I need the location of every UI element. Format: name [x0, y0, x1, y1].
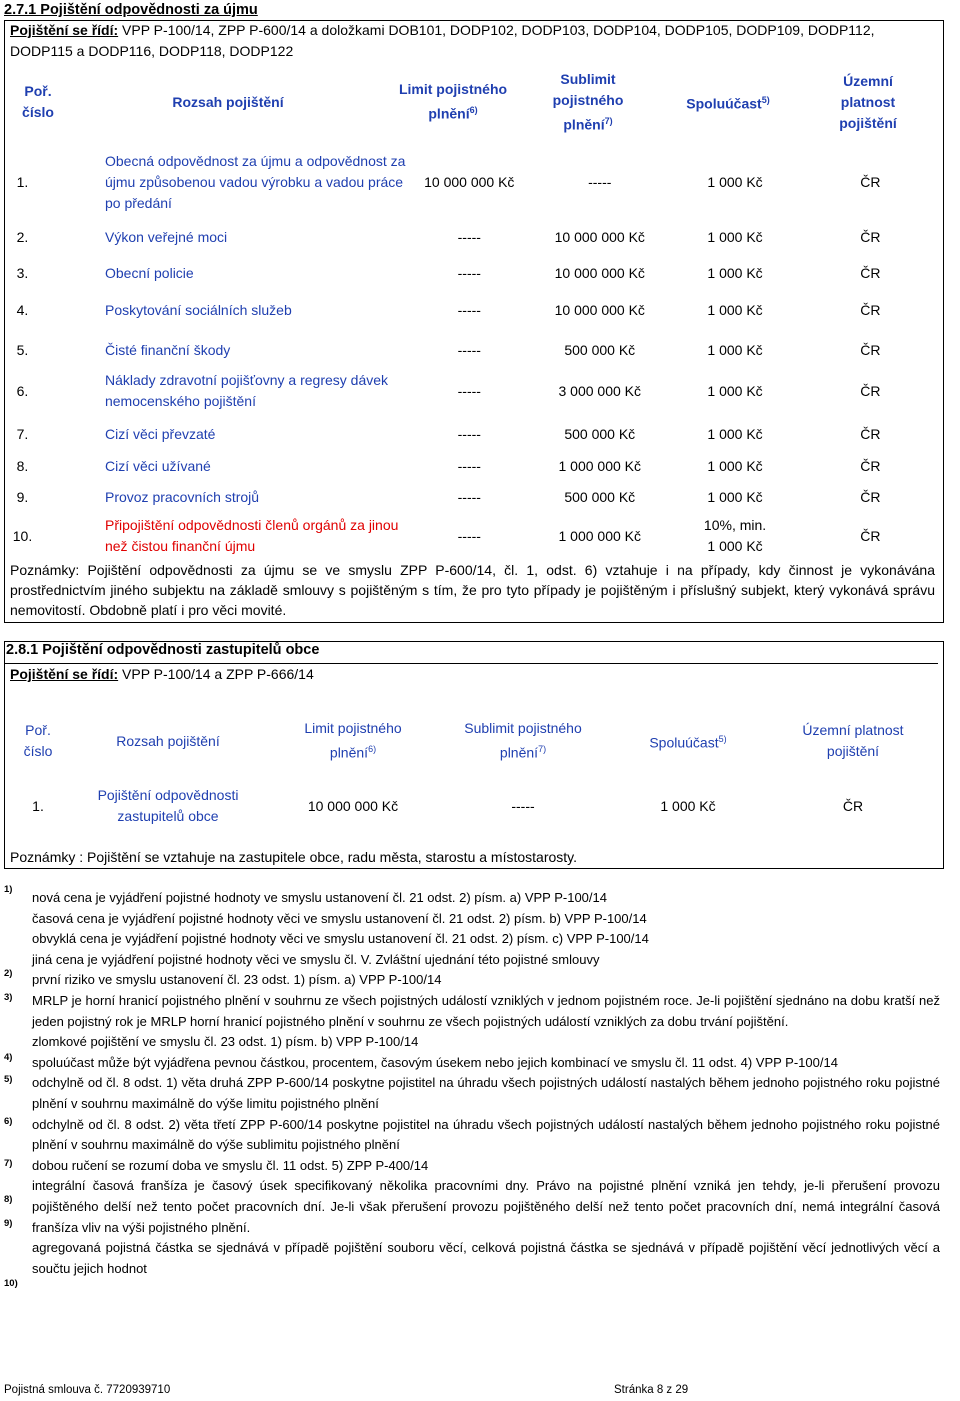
footnote-marker: 6) [4, 1116, 13, 1127]
table-row [8, 776, 938, 836]
footnote-line: obvyklá cena je vyjádření pojistné hodnoty věci ve smyslu ustanovení čl. 21 odst. 2) písm. c) VPP P-100/14 [32, 931, 649, 947]
cell-sublimit: ----- [511, 798, 535, 814]
cell-territory: ČR [860, 173, 881, 190]
table-row [8, 222, 938, 252]
cell-deductible: 1 000 Kč [707, 301, 763, 318]
section2-governed-by [4, 663, 938, 685]
section2-title: 2.8.1 Pojištění odpovědnosti zastupitelů obce [6, 642, 320, 658]
table-row [8, 513, 938, 559]
cell-deductible: 1 000 Kč [707, 173, 763, 190]
cell-deductible: 1 000 Kč [707, 341, 763, 358]
cell-scope: Cizí věci užívané [104, 457, 211, 474]
cell-sublimit: 10 000 000 Kč [554, 264, 645, 281]
cell-scope: Obecná odpovědnost za újmu a odpovědnost za újmu způsobenou vadou výrobku a vadou práce po předání [104, 152, 406, 211]
cell-scope: Obecní policie [104, 264, 194, 281]
cell-scope: Náklady zdravotní pojišťovny a regresy dávek nemocenského pojištění [104, 372, 389, 409]
footnote-text [32, 888, 940, 1279]
governed-text: VPP P-100/14, ZPP P-600/14 a doložkami DOB101, DODP102, DODP103, DODP104, DODP105, DODP109, DODP112, DODP115 a DODP116, DODP118, DODP122 [10, 22, 875, 59]
deductible-line: 10%, min. [703, 517, 767, 533]
cell-no: 5. [16, 341, 29, 358]
header-deductible: Spoluúčast$^{5)}$ [649, 733, 727, 751]
cell-territory: ČR [860, 301, 881, 318]
cell-sublimit: 3 000 000 Kč [558, 382, 642, 399]
cell-sublimit: 500 000 Kč [564, 488, 636, 505]
cell-deductible: 1 000 Kč [660, 798, 716, 814]
governed-text: VPP P-100/14 a ZPP P-666/14 [118, 666, 314, 682]
cell-territory: ČR [860, 341, 881, 358]
cell-scope: Výkon veřejné moci [104, 228, 228, 245]
cell-scope: Čisté finanční škody [104, 341, 231, 358]
footer-page: Stránka 8 z 29 [614, 1384, 689, 1396]
footnote-marker: 9) [4, 1218, 13, 1229]
header-scope: Rozsah pojištění [172, 93, 284, 110]
cell-limit: ----- [457, 457, 481, 474]
cell-sublimit: 500 000 Kč [564, 425, 636, 442]
cell-sublimit: ----- [588, 173, 612, 190]
footnote-line: agregovaná pojistná částka se sjednává v případě pojištění souboru věcí, celková pojistná částka se sjednává v případě pojištění věcí jednotlivých věcí a součtu jejich hodnot [32, 1240, 940, 1276]
cell-scope: Cizí věci převzaté [104, 425, 216, 442]
footnote-line: spoluúčast může být vyjádřena pevnou částkou, procentem, časovým úsekem nebo jejich kombinací ve smyslu čl. 11 odst. 4) VPP P-100/14 [32, 1054, 838, 1070]
cell-limit: ----- [457, 488, 481, 505]
table-header [8, 706, 938, 776]
cell-no: 7. [16, 425, 29, 442]
cell-territory: ČR [860, 425, 881, 442]
cell-scope: Pojištění odpovědnosti zastupitelů obce [97, 787, 239, 824]
section2-note: Poznámky : Pojištění se vztahuje na zastupitele obce, radu města, starostu a místostarosty. [10, 849, 578, 865]
footnote-marker: 5) [4, 1074, 13, 1085]
coverage-table [8, 62, 938, 142]
cell-no: 2. [16, 228, 29, 245]
cell-sublimit: 1 000 000 Kč [558, 457, 642, 474]
section-title: 2.7.1 Pojištění odpovědnosti za újmu [4, 2, 258, 18]
cell-deductible: 1 000 Kč [707, 425, 763, 442]
cell-no: 8. [16, 457, 29, 474]
table-header [8, 62, 938, 142]
cell-scope: Připojištění odpovědnosti členů orgánů za jinou než čistou finanční újmu [104, 517, 399, 554]
header-territory: Územní platnost pojištění [839, 72, 897, 131]
cell-sublimit: 10 000 000 Kč [554, 228, 645, 245]
cell-no: 6. [16, 382, 29, 399]
footnote-marker: 1) [4, 884, 13, 895]
cell-territory: ČR [860, 264, 881, 281]
footnote-line: zlomkové pojištění ve smyslu čl. 23 odst. 1) písm. b) VPP P-100/14 [32, 1034, 419, 1050]
cell-deductible: 1 000 Kč [707, 457, 763, 474]
cell-limit: ----- [457, 527, 481, 544]
cell-sublimit: 500 000 Kč [564, 341, 636, 358]
cell-territory: ČR [860, 382, 881, 399]
cell-deductible: 1 000 Kč [707, 264, 763, 281]
cell-sublimit: 10 000 000 Kč [554, 301, 645, 318]
cell-sublimit: 1 000 000 Kč [558, 527, 642, 544]
cell-limit: ----- [457, 228, 481, 245]
footnote-line: odchylně od čl. 8 odst. 2) věta třetí ZPP P-600/14 poskytne pojistitel na úhradu všech pojistných událostí nastalých během jednoho pojistného roku pojistné plnění v souhrnu maximálně do výše sublimitu pojistného plnění [32, 1116, 940, 1153]
table-row [8, 419, 938, 449]
header-limit: Limit pojistného plnění$^{6)}$ [398, 81, 508, 122]
deductible-line: 1 000 Kč [707, 538, 763, 554]
footnote-line: MRLP je horní hranicí pojistného plnění v souhrnu ze všech pojistných událostí vzniklých v jednom pojistném roce. Je-li pojištění sjednáno na dobu kratší než jeden pojistný rok je MRLP horní hranicí pojistného plnění v souhrnu ze všech pojistných událostí vzniklých za dobu trvání pojištění. [32, 992, 940, 1029]
footnote-marker: 3) [4, 992, 13, 1003]
table-row [8, 368, 938, 414]
cell-deductible: 1 000 Kč [707, 228, 763, 245]
cell-territory: ČR [860, 228, 881, 245]
footnotes [4, 884, 944, 1324]
cell-no: 10. [12, 527, 33, 544]
cell-territory: ČR [860, 457, 881, 474]
cell-no: 1. [32, 798, 44, 814]
footnote-marker: 4) [4, 1052, 13, 1063]
coverage-table-2 [8, 706, 938, 836]
cell-territory: ČR [860, 488, 881, 505]
table-row [8, 482, 938, 512]
footnote-marker: 7) [4, 1158, 13, 1169]
cell-territory: ČR [860, 527, 881, 544]
cell-territory: ČR [842, 798, 864, 814]
cell-no: 3. [16, 264, 29, 281]
header-deductible: Spoluúčast$^{5)}$ [686, 94, 770, 112]
footnote-marker: 10) [4, 1278, 18, 1289]
footnote-marker: 8) [4, 1194, 13, 1205]
header-territory: Územní platnost pojištění [802, 722, 904, 759]
footnote-line: časová cena je vyjádření pojistné hodnoty věci ve smyslu ustanovení čl. 21 odst. 2) písm. b) VPP P-100/14 [32, 910, 647, 926]
header-sublimit: Sublimit pojistného plnění$^{7)}$ [552, 70, 624, 133]
footer-contract: Pojistná smlouva č. 7720939710 [4, 1384, 171, 1396]
cell-limit: 10 000 000 Kč [424, 173, 515, 190]
governed-label: Pojištění se řídí: [10, 22, 119, 38]
cell-deductible: 1 000 Kč [707, 488, 763, 505]
cell-scope: Provoz pracovních strojů [104, 488, 260, 505]
cell-limit: ----- [457, 264, 481, 281]
section-note: Poznámky: Pojištění odpovědnosti za újmu se ve smyslu ZPP P-600/14, čl. 1, odst. 6) vztahuje i na případy, kdy činnost je vykonávána prostřednictvím jiného subjektu na základě smlouvy s pojištěným s tím, že pro tyto případy je pojištěným i příslušný subjekt, který vykonává správu nemovitostí. Obdobně platí i pro věci movité. [10, 562, 935, 618]
header-no: Poř. číslo [23, 722, 53, 759]
footnote-line: jiná cena je vyjádření pojistné hodnoty věci ve smyslu čl. V. Zvláštní ujednání této pojistné smlouvy [32, 951, 600, 967]
cell-limit: ----- [457, 301, 481, 318]
table-row [8, 292, 938, 328]
cell-no: 9. [16, 488, 29, 505]
table-row [8, 147, 938, 217]
header-sublimit: Sublimit pojistného plnění$^{7)}$ [464, 720, 582, 761]
cell-deductible: 1 000 Kč [707, 382, 763, 399]
cell-limit: ----- [457, 382, 481, 399]
cell-scope: Poskytování sociálních služeb [104, 301, 292, 318]
table-row [8, 451, 938, 481]
table-row [8, 258, 938, 288]
footnote-line: dobou ručení se rozumí doba ve smyslu čl. 11 odst. 5) ZPP P-400/14 [32, 1157, 429, 1173]
header-no: Poř. číslo [22, 83, 54, 120]
footnote-line: první riziko ve smyslu ustanovení čl. 23 odst. 1) písm. a) VPP P-100/14 [32, 972, 442, 988]
footnote-line: nová cena je vyjádření pojistné hodnoty ve smyslu ustanovení čl. 21 odst. 2) písm. a) VPP P-100/14 [32, 890, 607, 905]
governed-label: Pojištění se řídí: [10, 666, 119, 682]
header-scope: Rozsah pojištění [116, 732, 220, 749]
cell-no: 4. [16, 301, 29, 318]
cell-deductible [667, 515, 802, 557]
footnote-line: integrální časová franšíza je časový úsek specifikovaný několika pracovními dny. Právo na pojistné plnění vzniká jen tehdy, je-li přerušení provozu pojištěného delší než tento počet pracovních dní. Je-li však přerušení provozu pojištěného delší než tento počet pracovních dní, nemá integrální časová franšíza vliv na výši pojistného plnění. [32, 1178, 940, 1235]
cell-limit: 10 000 000 Kč [307, 798, 399, 814]
cell-limit: ----- [457, 425, 481, 442]
table-row [8, 335, 938, 365]
governed-by [10, 20, 935, 62]
cell-no: 1. [16, 173, 29, 190]
footnote-marker: 2) [4, 968, 13, 979]
header-limit: Limit pojistného plnění$^{6)}$ [304, 720, 402, 761]
footnote-line: odchylně od čl. 8 odst. 1) věta druhá ZPP P-600/14 poskytne pojistitel na úhradu všech pojistných událostí nastalých během jednoho pojistného roku pojistné plnění v souhrnu maximálně do výše limitu pojistného plnění [32, 1075, 940, 1111]
cell-limit: ----- [457, 341, 481, 358]
